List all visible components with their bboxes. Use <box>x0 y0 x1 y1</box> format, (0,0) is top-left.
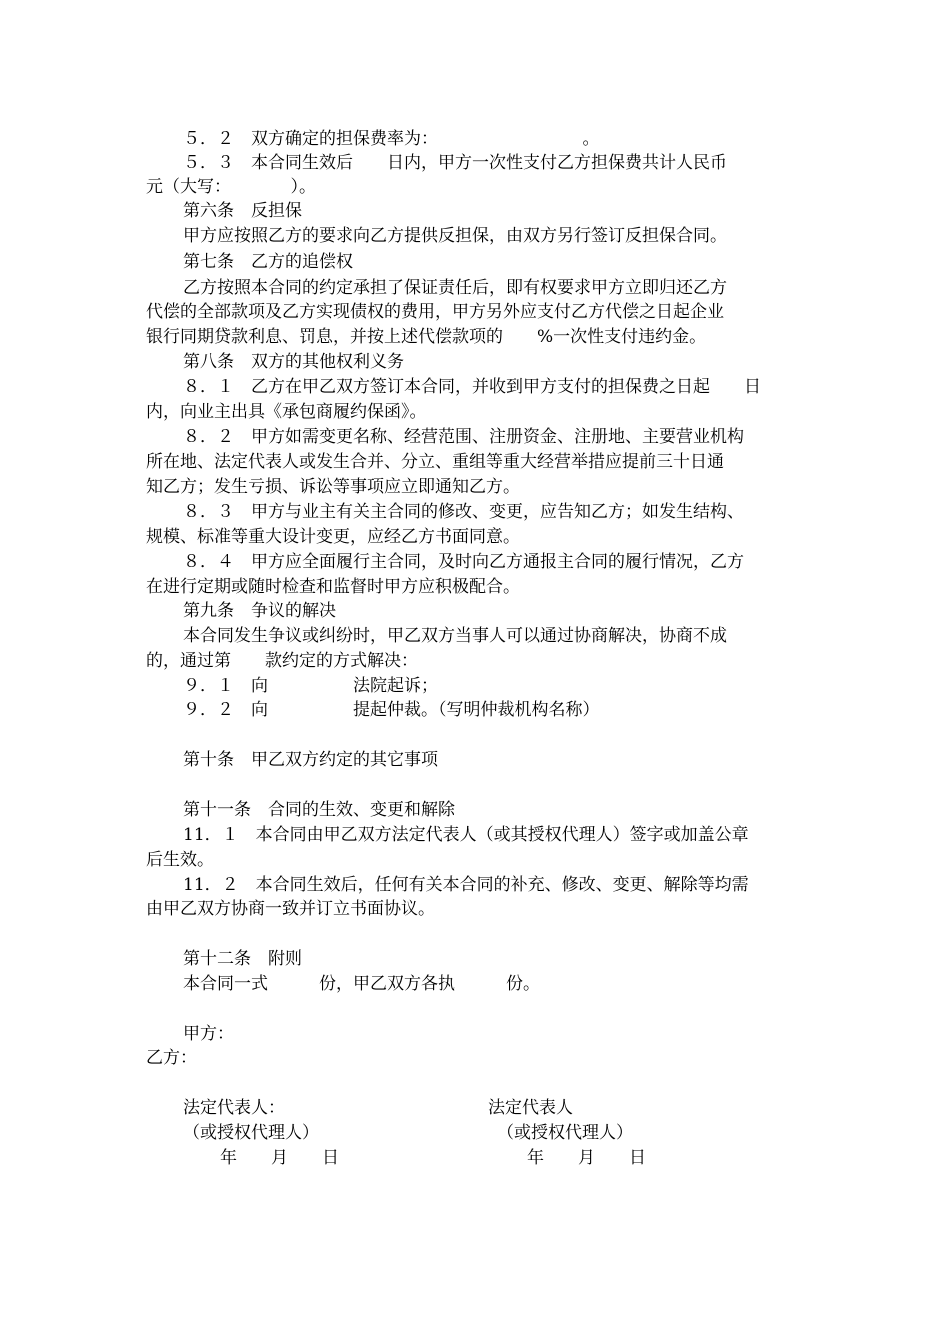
party-a-legal-rep: 法定代表人： <box>183 1098 285 1118</box>
clause-8-3: ８．３ 甲方与业主有关主合同的修改、变更，应告知乙方；如发生结构、 <box>183 502 744 522</box>
article-9-heading: 第九条 争议的解决 <box>183 601 336 621</box>
article-7-text-cont: 代偿的全部款项及乙方实现债权的费用，甲方另外应支付乙方代偿之日起企业 <box>146 302 724 322</box>
article-9-text-cont: 的，通过第 款约定的方式解决： <box>146 651 418 671</box>
clause-11-2-cont: 由甲乙双方协商一致并订立书面协议。 <box>146 899 435 919</box>
party-b-agent: （或授权代理人） <box>497 1123 633 1143</box>
article-11-heading: 第十一条 合同的生效、变更和解除 <box>183 800 455 820</box>
article-12-text: 本合同一式 份，甲乙双方各执 份。 <box>183 974 540 994</box>
clause-8-4-cont: 在进行定期或随时检查和监督时甲方应积极配合。 <box>146 577 520 597</box>
clause-5-2: ５．２ 双方确定的担保费率为： 。 <box>183 129 600 149</box>
clause-8-2-cont: 知乙方；发生亏损、诉讼等事项应立即通知乙方。 <box>146 477 520 497</box>
party-a-date: 年 月 日 <box>220 1148 339 1168</box>
clause-5-3-cont: 元（大写： ）。 <box>146 177 316 197</box>
clause-9-2: ９．２ 向 提起仲裁。（写明仲裁机构名称） <box>183 700 600 720</box>
article-6-heading: 第六条 反担保 <box>183 201 302 221</box>
clause-8-4: ８．４ 甲方应全面履行主合同，及时向乙方通报主合同的履行情况，乙方 <box>183 552 744 572</box>
article-9-text: 本合同发生争议或纠纷时，甲乙双方当事人可以通过协商解决，协商不成 <box>183 626 727 646</box>
article-8-heading: 第八条 双方的其他权利义务 <box>183 352 404 372</box>
party-a-label: 甲方： <box>183 1024 234 1044</box>
clause-8-2: ８．２ 甲方如需变更名称、经营范围、注册资金、注册地、主要营业机构 <box>183 427 744 447</box>
article-10-heading: 第十条 甲乙双方约定的其它事项 <box>183 750 438 770</box>
party-b-legal-rep: 法定代表人 <box>488 1098 573 1118</box>
clause-11-1: 11．１ 本合同由甲乙双方法定代表人（或其授权代理人）签字或加盖公章 <box>183 825 749 845</box>
clause-8-3-cont: 规模、标准等重大设计变更，应经乙方书面同意。 <box>146 527 520 547</box>
clause-8-1: ８．１ 乙方在甲乙双方签订本合同，并收到甲方支付的担保费之日起 日 <box>183 377 761 397</box>
article-7-heading: 第七条 乙方的追偿权 <box>183 252 353 272</box>
party-a-agent: （或授权代理人） <box>183 1123 319 1143</box>
clause-8-1-cont: 内，向业主出具《承包商履约保函》。 <box>146 402 427 422</box>
article-7-text-cont: 银行同期贷款利息、罚息，并按上述代偿款项的 %一次性支付违约金。 <box>146 327 707 347</box>
article-12-heading: 第十二条 附则 <box>183 949 302 969</box>
clause-9-1: ９．１ 向 法院起诉； <box>183 676 438 696</box>
clause-11-1-cont: 后生效。 <box>146 850 214 870</box>
article-7-text: 乙方按照本合同的约定承担了保证责任后，即有权要求甲方立即归还乙方 <box>183 278 727 298</box>
article-6-text: 甲方应按照乙方的要求向乙方提供反担保，由双方另行签订反担保合同。 <box>183 226 727 246</box>
party-b-label: 乙方： <box>146 1048 197 1068</box>
clause-11-2: 11．２ 本合同生效后，任何有关本合同的补充、修改、变更、解除等均需 <box>183 875 749 895</box>
clause-5-3: ５．３ 本合同生效后 日内，甲方一次性支付乙方担保费共计人民币 <box>183 153 727 173</box>
party-b-date: 年 月 日 <box>527 1148 646 1168</box>
clause-8-2-cont: 所在地、法定代表人或发生合并、分立、重组等重大经营举措应提前三十日通 <box>146 452 724 472</box>
